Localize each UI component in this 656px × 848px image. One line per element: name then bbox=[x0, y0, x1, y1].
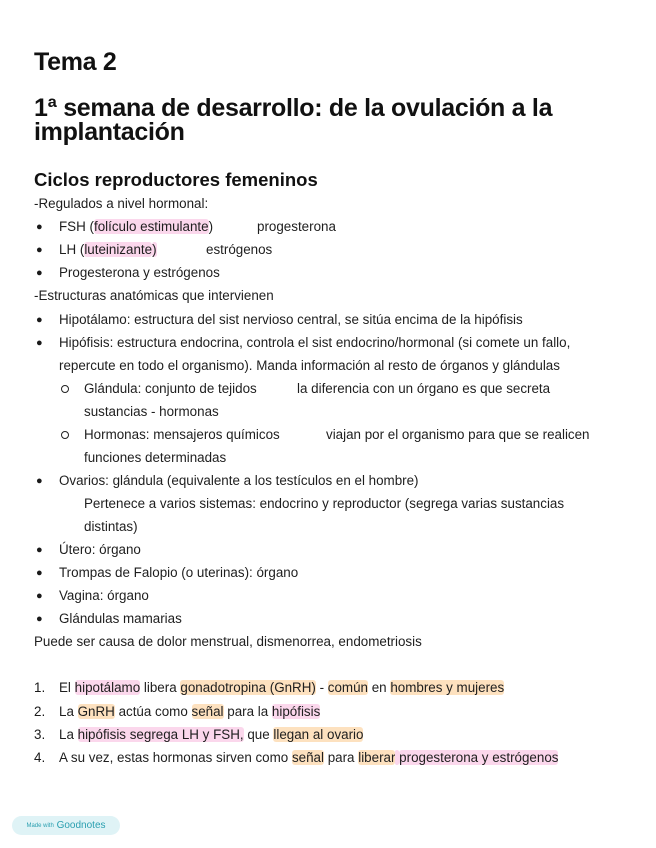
step4-t0: A su vez, estas hormonas sirven como bbox=[59, 750, 292, 765]
step2-hl-senal: señal bbox=[191, 704, 224, 719]
intro-hormonal: -Regulados a nivel hormonal: bbox=[34, 196, 209, 211]
list-item-glandulas: Glándulas mamarias bbox=[59, 611, 182, 626]
step1-hl-gonadotropina: gonadotropina (GnRH) bbox=[180, 680, 316, 695]
hipofisis-continued: repercute en todo el organismo). Manda información al resto de órganos y glándulas bbox=[59, 358, 560, 373]
ovarios-note: Pertenece a varios sistemas: endocrino y reproductor (segrega varias sustancias bbox=[84, 496, 565, 511]
step1-t0: El bbox=[59, 680, 75, 695]
step2-t0: La bbox=[59, 704, 78, 719]
list-item-hipotalamo: Hipotálamo: estructura del sist nervioso central, se sitúa encima de la hipófisis bbox=[59, 312, 523, 327]
bullet-icon: ● bbox=[36, 613, 43, 625]
step-1 bbox=[59, 678, 504, 698]
subtitle-line-2: implantación bbox=[34, 118, 185, 146]
circle-bullet-icon bbox=[61, 385, 69, 393]
fsh-text: FSH ( bbox=[59, 219, 94, 234]
list-item-lh bbox=[59, 240, 157, 260]
bullet-icon: ● bbox=[36, 267, 43, 279]
fsh-target: progesterona bbox=[257, 219, 336, 234]
circle-bullet-icon bbox=[61, 431, 69, 439]
intro-structures: -Estructuras anatómicas que intervienen bbox=[34, 288, 274, 303]
step-number: 3. bbox=[34, 727, 46, 742]
glandula-difference: la diferencia con un órgano es que secreta bbox=[297, 381, 551, 396]
bullet-icon: ● bbox=[36, 475, 43, 487]
step3-t0: La bbox=[59, 727, 78, 742]
list-item-utero: Útero: órgano bbox=[59, 542, 141, 557]
step4-t2: para bbox=[323, 750, 359, 765]
list-item-trompas: Trompas de Falopio (o uterinas): órgano bbox=[59, 565, 299, 580]
bullet-icon: ● bbox=[36, 337, 43, 349]
step2-hl-hipofisis: hipófisis bbox=[271, 704, 321, 719]
step1-hl-comun: común bbox=[327, 680, 368, 695]
hormonas-continued: funciones determinadas bbox=[84, 450, 227, 465]
step-4 bbox=[59, 748, 558, 768]
step-number: 1. bbox=[34, 680, 46, 695]
bullet-icon: ● bbox=[36, 590, 43, 602]
step-number: 4. bbox=[34, 750, 46, 765]
badge-brand: Goodnotes bbox=[56, 820, 106, 831]
step1-t8: en bbox=[367, 680, 391, 695]
step2-t2: actúa como bbox=[114, 704, 192, 719]
list-item-hipofisis: Hipófisis: estructura endocrina, controla el sist endocrino/hormonal (si comete un fallo, bbox=[59, 335, 571, 350]
subtitle-line-1: 1ª semana de desarrollo: de la ovulación a la bbox=[34, 94, 553, 122]
list-item-prog-estr: Progesterona y estrógenos bbox=[59, 265, 220, 280]
bullet-icon: ● bbox=[36, 314, 43, 326]
lh-paren: ) bbox=[152, 242, 157, 257]
ovarios-note-continued: distintas) bbox=[84, 519, 138, 534]
goodnotes-badge[interactable] bbox=[12, 816, 120, 835]
list-item-vagina: Vagina: órgano bbox=[59, 588, 149, 603]
step4-hl-senal: señal bbox=[291, 750, 324, 765]
lh-target: estrógenos bbox=[206, 242, 273, 257]
step2-hl-gnrh: GnRH bbox=[77, 704, 115, 719]
step4-hl-liberar: liberar bbox=[358, 750, 396, 765]
step4-hl-progesterona: progesterona y estrógenos bbox=[399, 750, 559, 765]
step-2 bbox=[59, 702, 320, 722]
dolor-note: Puede ser causa de dolor menstrual, dismenorrea, endometriosis bbox=[34, 634, 422, 649]
list-item-ovarios: Ovarios: glándula (equivalente a los testículos en el hombre) bbox=[59, 473, 419, 488]
step3-t2: que bbox=[243, 727, 274, 742]
step-3 bbox=[59, 725, 363, 745]
lh-text: LH ( bbox=[59, 242, 85, 257]
list-item-fsh bbox=[59, 217, 213, 237]
step3-hl-segrega: hipófisis segrega LH y FSH, bbox=[77, 727, 244, 742]
sub-item-glandula: Glándula: conjunto de tejidos bbox=[84, 381, 257, 396]
section-title: Ciclos reproductores femeninos bbox=[34, 169, 318, 190]
fsh-paren: ) bbox=[208, 219, 214, 234]
badge-made-with: Made with bbox=[26, 823, 54, 829]
bullet-icon: ● bbox=[36, 244, 43, 256]
step1-hl-hombres-mujeres: hombres y mujeres bbox=[390, 680, 505, 695]
step1-hl-hipotalamo: hipotálamo bbox=[74, 680, 141, 695]
bullet-icon: ● bbox=[36, 221, 43, 233]
step3-hl-ovario: llegan al ovario bbox=[273, 727, 364, 742]
sub-item-hormonas: Hormonas: mensajeros químicos bbox=[84, 427, 280, 442]
page-title: Tema 2 bbox=[34, 48, 117, 76]
glandula-continued: sustancias - hormonas bbox=[84, 404, 219, 419]
fsh-highlight: folículo estimulante bbox=[93, 219, 209, 234]
step1-libera: libera bbox=[143, 680, 177, 695]
bullet-icon: ● bbox=[36, 567, 43, 579]
step-number: 2. bbox=[34, 704, 46, 719]
step2-t4: para la bbox=[223, 704, 272, 719]
step1-t6: - bbox=[315, 680, 328, 695]
bullet-icon: ● bbox=[36, 544, 43, 556]
hormonas-travel: viajan por el organismo para que se realicen bbox=[326, 427, 590, 442]
lh-highlight: luteinizante bbox=[84, 242, 153, 257]
